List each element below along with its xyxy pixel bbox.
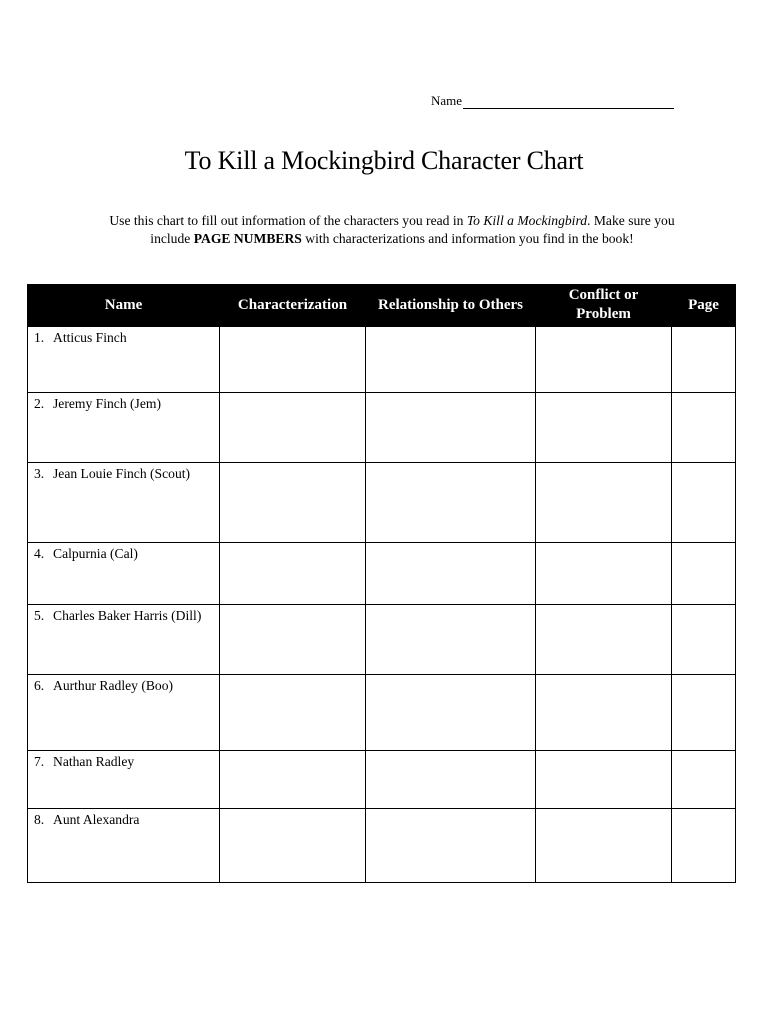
character-name: Aurthur Radley (Boo) <box>53 678 174 693</box>
column-header-relationship: Relationship to Others <box>366 284 536 327</box>
table-row <box>28 675 736 751</box>
table-row <box>28 751 736 809</box>
conflict-cell[interactable] <box>536 605 672 675</box>
student-name-field[interactable] <box>431 93 674 109</box>
name-blank-line[interactable] <box>463 94 674 109</box>
relationship-cell[interactable] <box>366 809 536 883</box>
relationship-cell[interactable] <box>366 751 536 809</box>
characterization-cell[interactable] <box>220 393 366 463</box>
table-row <box>28 393 736 463</box>
conflict-cell[interactable] <box>536 809 672 883</box>
page-cell[interactable] <box>672 751 736 809</box>
character-name-cell <box>28 463 220 543</box>
row-number: 1. <box>34 330 45 345</box>
characterization-cell[interactable] <box>220 809 366 883</box>
row-number: 4. <box>34 546 45 561</box>
page-cell[interactable] <box>672 605 736 675</box>
page-cell[interactable] <box>672 675 736 751</box>
relationship-cell[interactable] <box>366 327 536 393</box>
table-row <box>28 543 736 605</box>
conflict-cell[interactable] <box>536 675 672 751</box>
instructions-text-1: Use this chart to fill out information of the characters you read in <box>109 213 467 228</box>
page-cell[interactable] <box>672 809 736 883</box>
chart-header-row <box>28 284 736 327</box>
row-number: 8. <box>34 812 45 827</box>
characterization-cell[interactable] <box>220 605 366 675</box>
relationship-cell[interactable] <box>366 393 536 463</box>
character-name-cell <box>28 751 220 809</box>
instructions-text-2: . Make sure you include <box>150 213 675 246</box>
column-header-name: Name <box>28 284 220 327</box>
character-name-cell <box>28 543 220 605</box>
row-number: 5. <box>34 608 45 623</box>
conflict-cell[interactable] <box>536 463 672 543</box>
characterization-cell[interactable] <box>220 543 366 605</box>
column-header-characterization: Characterization <box>220 284 366 327</box>
character-name-cell <box>28 809 220 883</box>
page-cell[interactable] <box>672 463 736 543</box>
character-name: Aunt Alexandra <box>53 812 140 827</box>
instructions-text-3: with characterizations and information you find in the book! <box>301 231 634 246</box>
row-number: 6. <box>34 678 45 693</box>
instructions-book-title: To Kill a Mockingbird <box>466 213 588 228</box>
instructions-emphasis: PAGE NUMBERS <box>193 231 302 246</box>
page-cell[interactable] <box>672 327 736 393</box>
conflict-cell[interactable] <box>536 751 672 809</box>
relationship-cell[interactable] <box>366 463 536 543</box>
character-name-cell <box>28 605 220 675</box>
characterization-cell[interactable] <box>220 751 366 809</box>
row-number: 2. <box>34 396 45 411</box>
characterization-cell[interactable] <box>220 675 366 751</box>
character-name: Atticus Finch <box>53 330 127 345</box>
relationship-cell[interactable] <box>366 543 536 605</box>
character-name: Calpurnia (Cal) <box>53 546 138 561</box>
relationship-cell[interactable] <box>366 675 536 751</box>
column-header-conflict: Conflict or Problem <box>536 284 672 327</box>
character-name-cell <box>28 393 220 463</box>
table-row <box>28 809 736 883</box>
conflict-cell[interactable] <box>536 393 672 463</box>
table-row <box>28 463 736 543</box>
conflict-cell[interactable] <box>536 327 672 393</box>
character-chart <box>27 284 736 883</box>
page-cell[interactable] <box>672 393 736 463</box>
table-row <box>28 605 736 675</box>
character-name-cell <box>28 675 220 751</box>
row-number: 7. <box>34 754 45 769</box>
column-header-page: Page <box>672 284 736 327</box>
conflict-cell[interactable] <box>536 543 672 605</box>
relationship-cell[interactable] <box>366 605 536 675</box>
instructions <box>88 212 696 248</box>
character-name: Nathan Radley <box>53 754 135 769</box>
characterization-cell[interactable] <box>220 463 366 543</box>
characterization-cell[interactable] <box>220 327 366 393</box>
page-cell[interactable] <box>672 543 736 605</box>
character-name: Jeremy Finch (Jem) <box>53 396 161 411</box>
character-name-cell <box>28 327 220 393</box>
character-name: Jean Louie Finch (Scout) <box>53 466 191 481</box>
row-number: 3. <box>34 466 45 481</box>
character-name: Charles Baker Harris (Dill) <box>53 608 202 623</box>
table-row <box>28 327 736 393</box>
page-title: To Kill a Mockingbird Character Chart <box>184 146 584 175</box>
name-label: Name <box>431 93 463 108</box>
